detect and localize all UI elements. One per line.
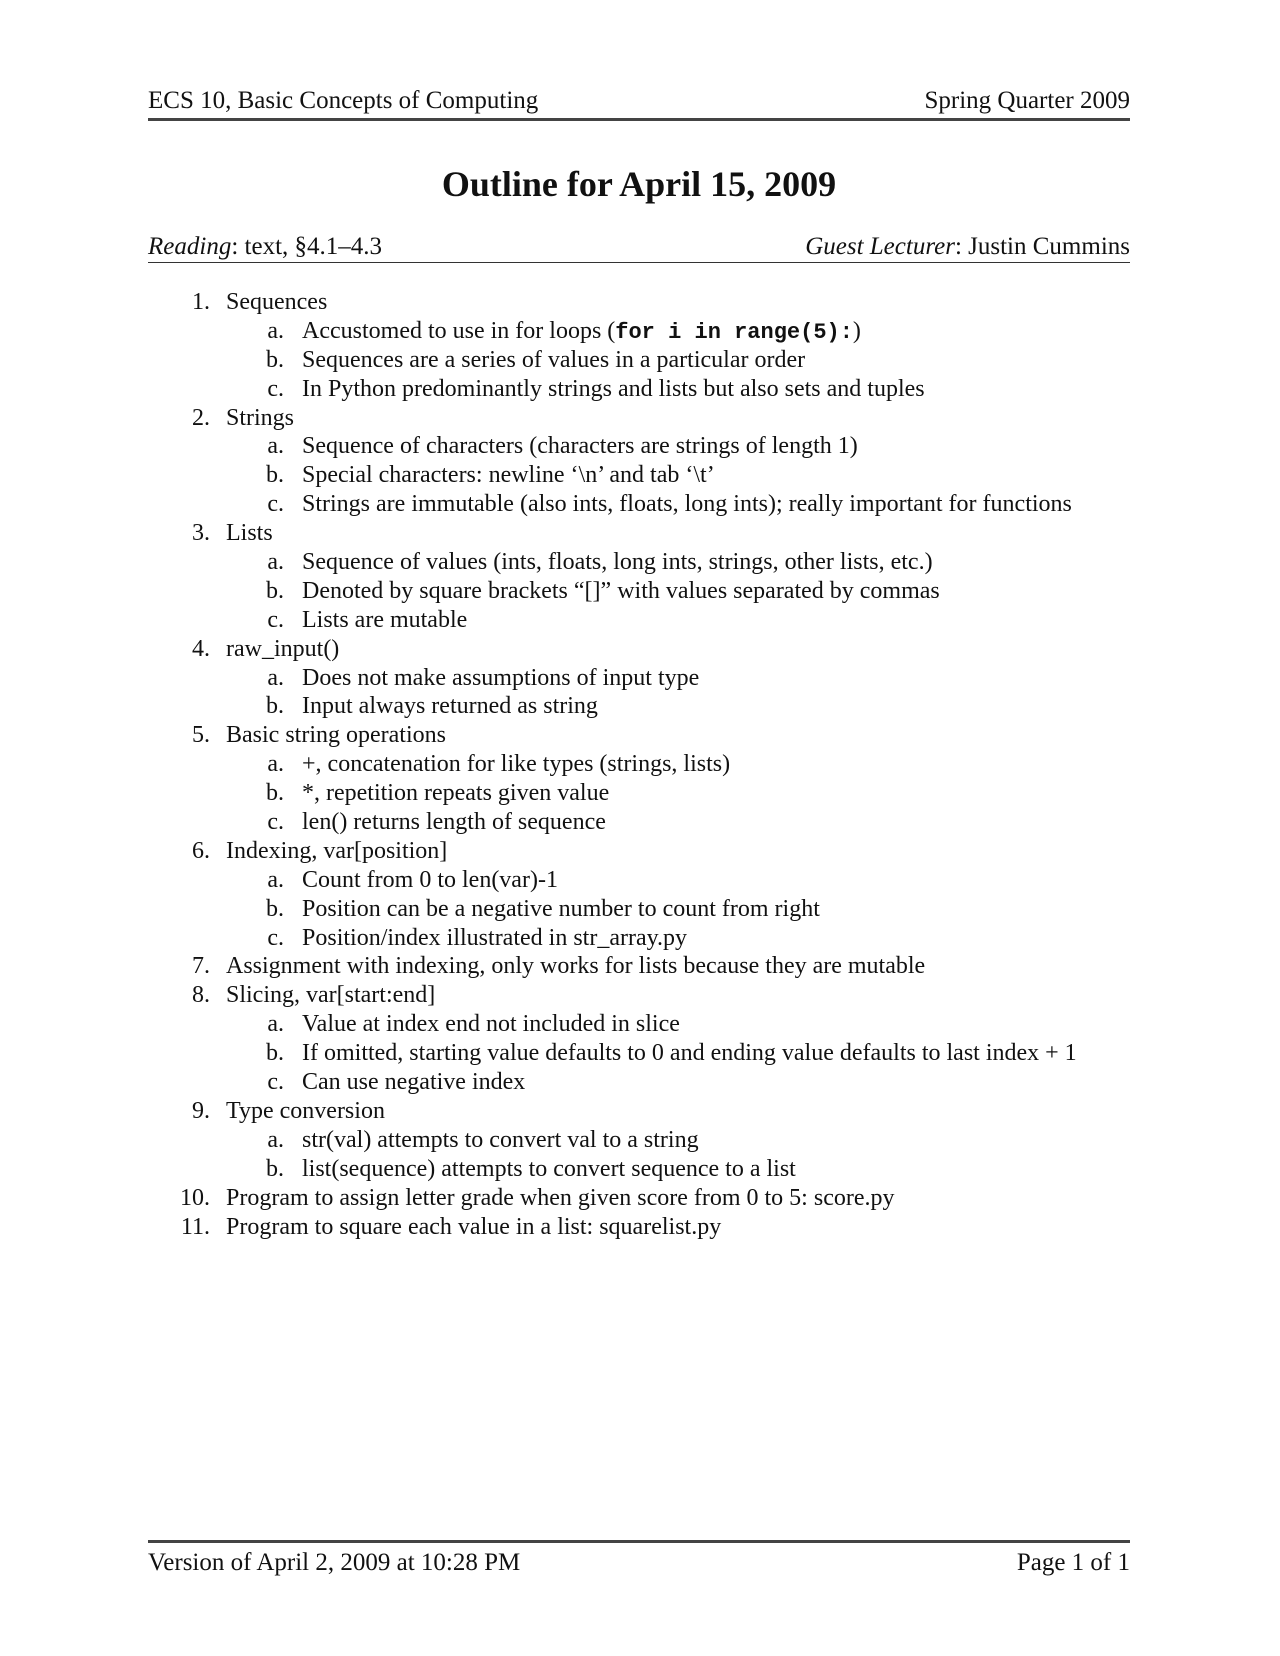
header-divider (148, 118, 1130, 121)
subitem-text: str(val) attempts to convert val to a string (302, 1126, 699, 1153)
subitem-text: If omitted, starting value defaults to 0 and ending value defaults to last index + 1 (302, 1040, 1077, 1067)
outline-subitem (148, 664, 1130, 693)
outline-item (148, 1184, 1130, 1213)
subitem-text: Position/index illustrated in str_array.py (302, 924, 688, 951)
subitem-label: b. (266, 895, 284, 922)
item-text: Strings (226, 404, 295, 431)
item-number: 5. (192, 722, 210, 749)
subitem-text: Strings are immutable (also ints, floats, long ints); really important for functions (302, 491, 1072, 518)
document-page (148, 0, 1130, 1656)
subitem-label: a. (267, 1126, 284, 1153)
subitem-text: Does not make assumptions of input type (302, 664, 700, 691)
item-number: 7. (192, 953, 210, 980)
subitem-label: b. (266, 577, 284, 604)
item-text: raw_input() (226, 635, 340, 662)
item-number: 4. (192, 635, 210, 662)
outline-item (148, 1097, 1130, 1126)
footer-divider (148, 1540, 1130, 1543)
outline-item (148, 1213, 1130, 1242)
reading-info (148, 232, 382, 262)
lecturer-value: : Justin Cummins (954, 233, 1130, 260)
outline-subitem (148, 750, 1130, 779)
subitem-label: b. (266, 1155, 284, 1182)
outline-item (148, 721, 1130, 750)
outline-subitem (148, 606, 1130, 635)
item-number: 11. (180, 1213, 210, 1240)
subitem-text: list(sequence) attempts to convert sequence to a list (302, 1155, 796, 1182)
subitem-text: +, concatenation for like types (strings, lists) (302, 751, 731, 778)
item-number: 3. (192, 520, 210, 547)
outline-subitem (148, 1126, 1130, 1155)
item-number: 8. (192, 982, 210, 1009)
reading-value: : text, §4.1–4.3 (231, 233, 383, 260)
version-label: Version of April 2, 2009 at 10:28 PM (148, 1549, 521, 1576)
subitem-label: c. (267, 491, 284, 518)
subitem-label: a. (267, 1011, 284, 1038)
subitem-label: a. (267, 433, 284, 460)
code-snippet: for i in range(5): (615, 319, 853, 345)
outline-subitem (148, 548, 1130, 577)
subitem-text: Special characters: newline ‘\n’ and tab ‘\t’ (302, 462, 715, 489)
subitem-text: Position can be a negative number to count from right (302, 895, 820, 922)
subitem-text (302, 317, 861, 348)
outline-item (148, 981, 1130, 1010)
subitem-text: len() returns length of sequence (302, 809, 606, 836)
subheader-divider (148, 262, 1130, 263)
subitem-text: Lists are mutable (302, 606, 468, 633)
item-text: Type conversion (226, 1097, 385, 1124)
outline-subitem (148, 866, 1130, 895)
item-number: 1. (192, 289, 210, 315)
subitem-text: Denoted by square brackets “[]” with values separated by commas (302, 577, 940, 604)
page-footer (148, 1548, 1130, 1578)
outline-item (148, 404, 1130, 433)
subitem-text-lead: Accustomed to use in for loops ( (302, 317, 616, 344)
outline-subitem (148, 1155, 1130, 1184)
item-text: Slicing, var[start:end] (226, 982, 436, 1009)
subitem-label: a. (267, 664, 284, 691)
item-text: Sequences (226, 289, 328, 315)
subitem-label: b. (266, 1040, 284, 1067)
subitem-text: Can use negative index (302, 1069, 526, 1096)
subitem-text-tail: ) (852, 317, 861, 344)
outline-subitem (148, 346, 1130, 375)
page-header (148, 86, 1130, 116)
outline-subitem (148, 432, 1130, 461)
outline-item (148, 635, 1130, 664)
item-number: 2. (192, 404, 210, 431)
subitem-text: Count from 0 to len(var)-1 (302, 866, 558, 893)
subitem-label: a. (267, 751, 284, 778)
subitem-label: c. (267, 924, 284, 951)
subitem-label: c. (267, 375, 284, 402)
outline-item (148, 288, 1130, 317)
outline-subitem (148, 490, 1130, 519)
term-label: Spring Quarter 2009 (924, 87, 1130, 114)
subitem-label: c. (267, 606, 284, 633)
subitem-text: *, repetition repeats given value (302, 780, 610, 807)
subitem-text: Sequence of values (ints, floats, long ints, strings, other lists, etc.) (302, 549, 933, 576)
item-text: Assignment with indexing, only works for lists because they are mutable (226, 953, 926, 980)
subitem-text: Sequence of characters (characters are strings of length 1) (302, 433, 858, 460)
subitem-label: b. (266, 780, 284, 807)
subitem-label: b. (266, 693, 284, 720)
lecturer-info (805, 232, 1130, 262)
page-title: Outline for April 15, 2009 (441, 164, 837, 204)
subitem-label: a. (267, 317, 284, 344)
item-number: 10. (180, 1184, 210, 1211)
item-number: 9. (192, 1097, 210, 1124)
outline-subitem (148, 895, 1130, 924)
outline-subitem (148, 1068, 1130, 1097)
outline-subitem (148, 692, 1130, 721)
outline-subitem (148, 1010, 1130, 1039)
subitem-text: In Python predominantly strings and lists but also sets and tuples (302, 375, 925, 402)
subitem-text: Value at index end not included in slice (302, 1011, 680, 1038)
outline-item (148, 952, 1130, 981)
subitem-label: a. (267, 866, 284, 893)
subitem-label: c. (267, 1069, 284, 1096)
outline-item (148, 519, 1130, 548)
item-text: Program to assign letter grade when given score from 0 to 5: score.py (226, 1184, 895, 1211)
page-number: Page 1 of 1 (1016, 1549, 1130, 1576)
subitem-label: a. (267, 549, 284, 576)
reading-label: Reading (148, 233, 232, 260)
item-text: Indexing, var[position] (226, 837, 448, 864)
outline-subitem (148, 317, 1130, 346)
outline-list (148, 288, 1130, 1241)
subitem-label: b. (266, 346, 284, 373)
outline-subitem (148, 577, 1130, 606)
subheader (148, 232, 1130, 262)
item-text: Lists (226, 520, 273, 547)
item-text: Basic string operations (226, 722, 446, 749)
subitem-text: Sequences are a series of values in a particular order (302, 346, 806, 373)
item-number: 6. (192, 837, 210, 864)
outline-item (148, 837, 1130, 866)
outline-subitem (148, 1039, 1130, 1068)
outline-subitem (148, 461, 1130, 490)
outline-subitem (148, 375, 1130, 404)
outline-subitem (148, 808, 1130, 837)
subitem-text: Input always returned as string (302, 693, 598, 720)
item-text: Program to square each value in a list: squarelist.py (226, 1213, 722, 1240)
outline-subitem (148, 924, 1130, 953)
subitem-label: c. (267, 809, 284, 836)
outline-subitem (148, 779, 1130, 808)
subitem-label: b. (266, 462, 284, 489)
course-title: ECS 10, Basic Concepts of Computing (148, 87, 539, 114)
lecturer-label: Guest Lecturer (805, 233, 955, 260)
